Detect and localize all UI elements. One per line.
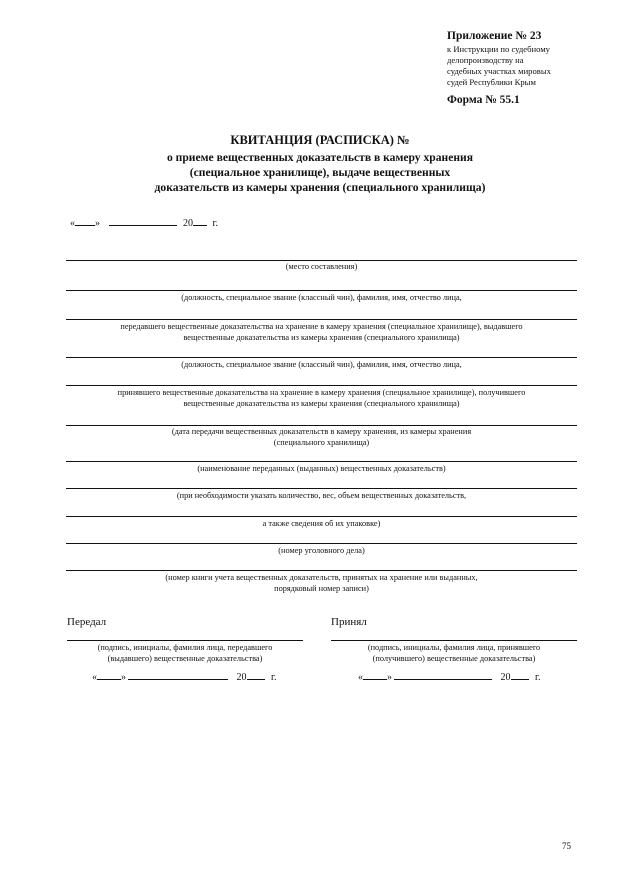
signature-caption: (подпись, инициалы, фамилия лица, передавшего (97, 643, 273, 652)
register-number-line[interactable] (66, 570, 577, 571)
signature-caption: (получившего) вещественные доказательства) (372, 654, 536, 663)
open-quote: « (70, 218, 75, 229)
month-blank[interactable] (109, 217, 177, 226)
close-quote: » (387, 672, 392, 683)
giver-date-line (92, 671, 276, 683)
packaging-line[interactable] (66, 516, 577, 517)
year-prefix: 20 (183, 218, 193, 229)
appendix-line: к Инструкции по судебному (447, 44, 550, 54)
day-blank[interactable] (75, 217, 95, 226)
evidence-quantity-line[interactable] (66, 488, 577, 489)
appendix-line: судей Республики Крым (447, 77, 536, 87)
giver-signature-line[interactable] (67, 640, 303, 641)
field-caption: вещественные доказательства из камеры хранения (специального хранилища) (183, 333, 460, 342)
appendix-line: судебных участках мировых (447, 66, 551, 76)
year-prefix: 20 (500, 672, 511, 683)
field-caption: принявшего вещественные доказательства на хранение в камеру хранения (специальное хранилище), получившего (117, 388, 526, 397)
place-field-line[interactable] (66, 260, 577, 261)
field-caption: (должность, специальное звание (классный чин), фамилия, имя, отчество лица, (181, 293, 462, 302)
year-blank[interactable] (511, 671, 529, 680)
field-caption: вещественные доказательства из камеры хранения (специального хранилища) (183, 399, 460, 408)
field-caption: (при необходимости указать количество, вес, объем вещественных доказательств, (176, 491, 467, 500)
day-blank[interactable] (97, 671, 121, 680)
field-caption: (должность, специальное звание (классный чин), фамилия, имя, отчество лица, (181, 360, 462, 369)
field-caption: а также сведения об их упаковке) (262, 519, 381, 528)
date-line (70, 217, 218, 229)
receiver-name-line[interactable] (66, 385, 577, 386)
signature-caption: (выдавшего) вещественные доказательства) (107, 654, 263, 663)
form-number: Форма № 55.1 (447, 94, 520, 106)
document-subtitle-line: о приеме вещественных доказательств в камеру хранения (166, 151, 474, 164)
document-subtitle-line: (специальное хранилище), выдаче вещественных (189, 166, 451, 179)
year-suffix: г. (535, 672, 541, 683)
year-blank[interactable] (193, 217, 207, 226)
close-quote: » (95, 218, 100, 229)
field-caption: (номер уголовного дела) (278, 546, 365, 555)
year-blank[interactable] (247, 671, 265, 680)
field-caption: (наименование переданных (выданных) вещественных доказательств) (197, 464, 446, 473)
received-label: Принял (331, 616, 367, 628)
giver-name-line[interactable] (66, 319, 577, 320)
document-title: КВИТАНЦИЯ (РАСПИСКА) № (230, 133, 410, 147)
appendix-line: делопроизводству на (447, 55, 524, 65)
month-blank[interactable] (394, 671, 492, 680)
close-quote: » (121, 672, 126, 683)
field-caption: передавшего вещественные доказательства на хранение в камеру хранения (специальное хранилище), выдавшего (120, 322, 523, 331)
signature-caption: (подпись, инициалы, фамилия лица, принявшего (367, 643, 541, 652)
year-suffix: г. (212, 218, 218, 229)
receiver-position-line[interactable] (66, 357, 577, 358)
field-caption: (номер книги учета вещественных доказательств, принятых на хранение или выданных, (165, 573, 478, 582)
receiver-signature-line[interactable] (331, 640, 577, 641)
field-caption: (место составления) (285, 262, 358, 271)
page-number: 75 (562, 841, 571, 851)
transfer-date-line[interactable] (66, 425, 577, 426)
open-quote: « (92, 672, 97, 683)
appendix-title: Приложение № 23 (447, 30, 542, 42)
year-suffix: г. (271, 672, 277, 683)
field-caption: порядковый номер записи) (274, 584, 369, 593)
year-prefix: 20 (236, 672, 247, 683)
evidence-name-line[interactable] (66, 461, 577, 462)
day-blank[interactable] (363, 671, 387, 680)
giver-position-line[interactable] (66, 290, 577, 291)
field-caption: (специального хранилища) (273, 438, 370, 447)
receiver-date-line (358, 671, 540, 683)
case-number-line[interactable] (66, 543, 577, 544)
handed-over-label: Передал (67, 616, 107, 628)
open-quote: « (358, 672, 363, 683)
document-subtitle-line: доказательств из камеры хранения (специального хранилища) (154, 181, 486, 194)
month-blank[interactable] (128, 671, 228, 680)
field-caption: (дата передачи вещественных доказательств в камеру хранения, из камеры хранения (171, 427, 472, 436)
